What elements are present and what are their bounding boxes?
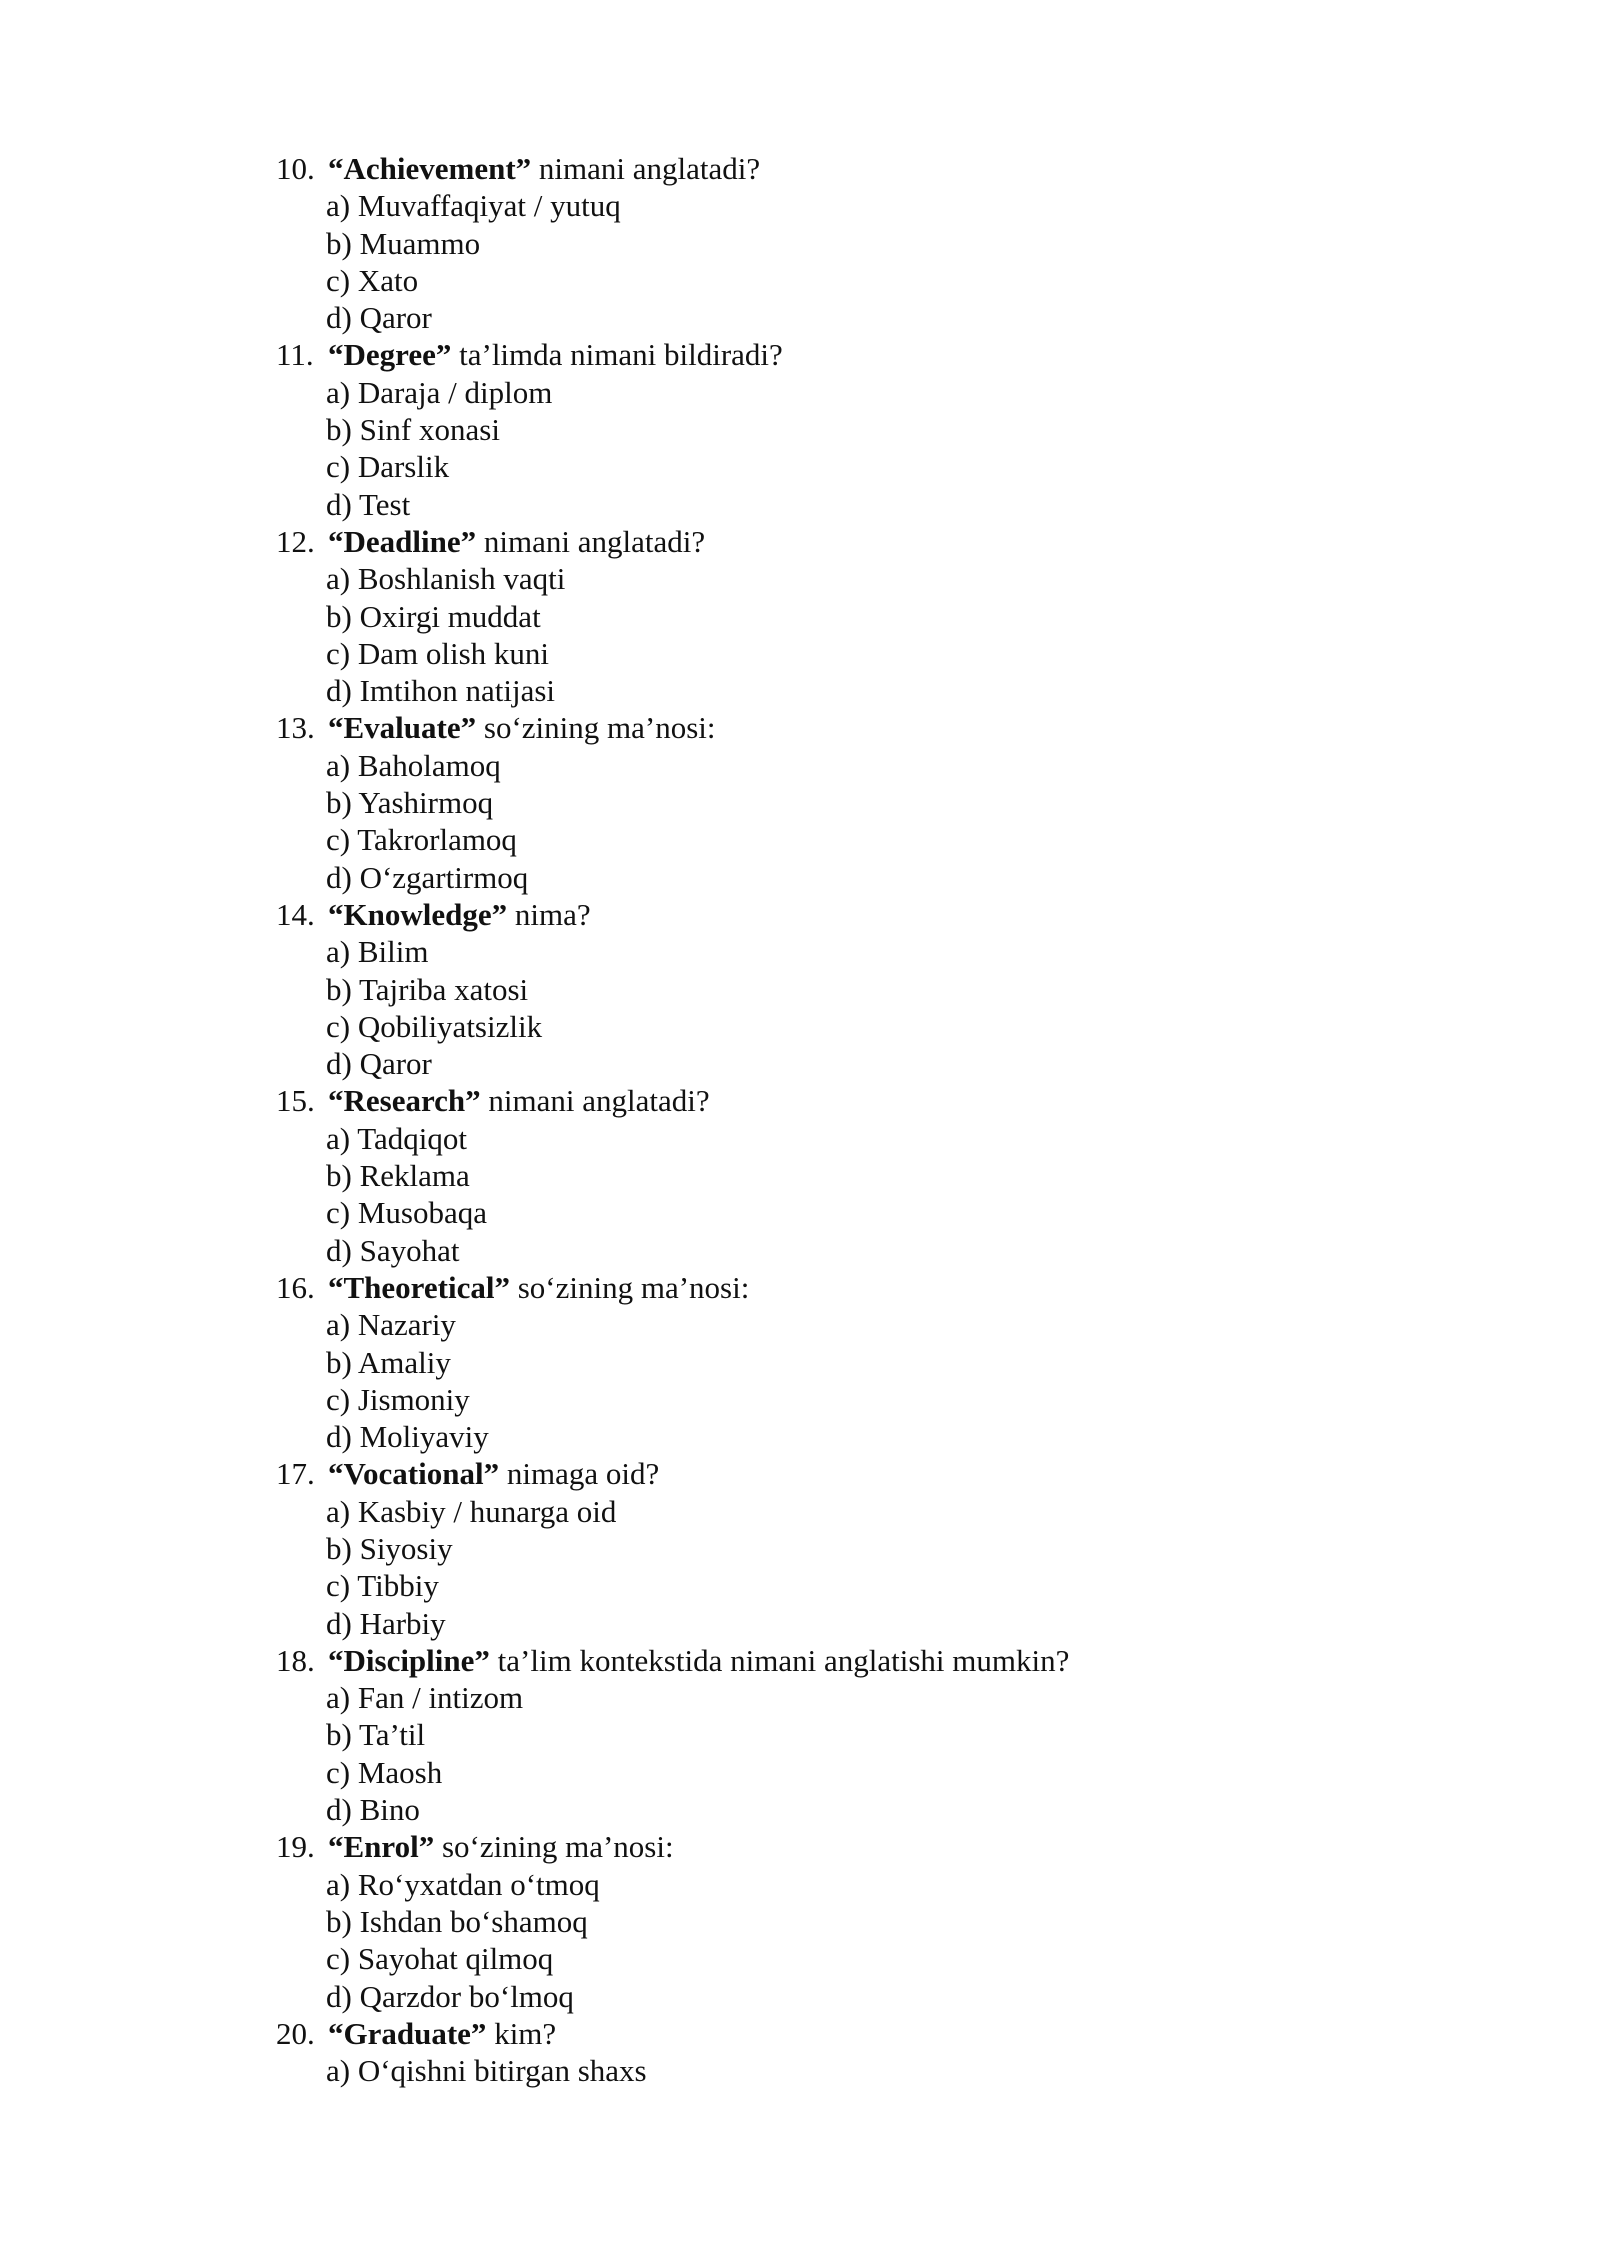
question-line [276, 523, 1376, 560]
question-term: “Research” [328, 1083, 481, 1119]
question-text: so‘zining ma’nosi: [509, 1269, 750, 1305]
question-text: kim? [486, 2015, 557, 2051]
answer-option: a) O‘qishni bitirgan shaxs [326, 2053, 647, 2089]
answer-option: b) Reklama [326, 1158, 470, 1194]
question-text: nimani anglatadi? [480, 1083, 710, 1119]
answer-option: a) Daraja / diplom [326, 374, 553, 410]
question-block [276, 1082, 1376, 1268]
answer-option: a) Kasbiy / hunarga oid [326, 1493, 617, 1529]
answer-option: d) Qaror [326, 300, 432, 336]
question-block [276, 1269, 1376, 1455]
question-line [276, 1269, 1376, 1306]
question-number: 17. [276, 1456, 315, 1492]
question-text: nimani anglatadi? [476, 523, 706, 559]
answer-option: b) Siyosiy [326, 1530, 453, 1566]
question-block [276, 523, 1376, 709]
question-line [276, 1455, 1376, 1492]
question-text: nimani anglatadi? [531, 151, 761, 186]
answer-option: a) Bilim [326, 934, 429, 970]
question-number: 16. [276, 1269, 315, 1305]
question-block [276, 709, 1376, 895]
question-text: nimaga oid? [499, 1456, 660, 1492]
question-number: 11. [276, 337, 314, 373]
question-line [276, 336, 1376, 373]
question-number: 15. [276, 1083, 315, 1119]
question-number: 18. [276, 1642, 315, 1678]
question-line [276, 896, 1376, 933]
question-term: “Enrol” [328, 1829, 435, 1865]
answer-option: d) Moliyaviy [326, 1419, 489, 1455]
question-block [276, 336, 1376, 522]
question-block [276, 896, 1376, 1082]
answer-option: a) Fan / intizom [326, 1680, 524, 1716]
question-number: 20. [276, 2015, 315, 2051]
answer-option: c) Maosh [326, 1754, 443, 1790]
question-term: “Theoretical” [328, 1269, 510, 1305]
question-block [276, 1455, 1376, 1641]
question-line [276, 2015, 1376, 2052]
answer-option: b) Ta’til [326, 1717, 426, 1753]
question-block [276, 1642, 1376, 1828]
question-line [276, 1642, 1376, 1679]
answer-option: d) Qaror [326, 1046, 432, 1082]
answer-option: b) Oxirgi muddat [326, 598, 541, 634]
answer-option: d) O‘zgartirmoq [326, 859, 529, 895]
answer-option: d) Harbiy [326, 1605, 446, 1641]
question-term: “Discipline” [328, 1642, 490, 1678]
answer-option: c) Takrorlamoq [326, 822, 517, 858]
question-term: “Knowledge” [328, 896, 508, 932]
question-line [276, 1082, 1376, 1119]
question-list [276, 150, 1376, 2089]
question-number: 10. [276, 151, 315, 186]
answer-option: b) Yashirmoq [326, 785, 494, 821]
answer-option: d) Bino [326, 1792, 420, 1828]
answer-option: a) Tadqiqot [326, 1120, 468, 1156]
answer-option: d) Sayohat [326, 1232, 460, 1268]
answer-option: c) Sayohat qilmoq [326, 1941, 554, 1977]
answer-option: a) Ro‘yxatdan o‘tmoq [326, 1866, 600, 1902]
question-number: 14. [276, 896, 315, 932]
question-text: so‘zining ma’nosi: [434, 1829, 674, 1865]
answer-option: c) Xato [326, 262, 419, 298]
question-text: ta’lim kontekstida nimani anglatishi mumkin? [489, 1642, 1070, 1678]
question-term: “Graduate” [328, 2015, 487, 2051]
question-line [276, 709, 1376, 746]
answer-option: b) Tajriba xatosi [326, 971, 529, 1007]
answer-option: a) Nazariy [326, 1307, 456, 1343]
answer-option: c) Qobiliyatsizlik [326, 1008, 543, 1044]
question-term: “Deadline” [328, 523, 477, 559]
question-text: so‘zining ma’nosi: [476, 710, 716, 746]
question-number: 12. [276, 523, 315, 559]
answer-option: c) Tibbiy [326, 1568, 439, 1604]
answer-option: c) Musobaqa [326, 1195, 487, 1231]
answer-option: b) Ishdan bo‘shamoq [326, 1903, 588, 1939]
question-block [276, 2015, 1376, 2090]
answer-option: c) Dam olish kuni [326, 635, 549, 671]
answer-option: b) Amaliy [326, 1344, 451, 1380]
answer-option: b) Sinf xonasi [326, 412, 500, 448]
question-text: nima? [507, 896, 591, 932]
answer-option: d) Imtihon natijasi [326, 673, 556, 709]
answer-option: a) Boshlanish vaqti [326, 561, 566, 597]
answer-option: c) Darslik [326, 449, 450, 485]
answer-option: d) Test [326, 486, 411, 522]
question-term: “Degree” [328, 337, 452, 373]
answer-option: a) Muvaffaqiyat / yutuq [326, 188, 621, 224]
answer-option: c) Jismoniy [326, 1381, 470, 1417]
question-line [276, 1828, 1376, 1865]
answer-option: b) Muammo [326, 225, 481, 261]
question-number: 19. [276, 1829, 315, 1865]
question-block [276, 150, 1376, 336]
question-text: ta’limda nimani bildiradi? [451, 337, 783, 373]
question-number: 13. [276, 710, 315, 746]
question-term: “Vocational” [328, 1456, 500, 1492]
question-block [276, 1828, 1376, 2014]
question-term: “Evaluate” [328, 710, 477, 746]
question-term: “Achievement” [328, 151, 532, 186]
question-line [276, 150, 1376, 187]
answer-option: d) Qarzdor bo‘lmoq [326, 1978, 574, 2014]
answer-option: a) Baholamoq [326, 747, 501, 783]
